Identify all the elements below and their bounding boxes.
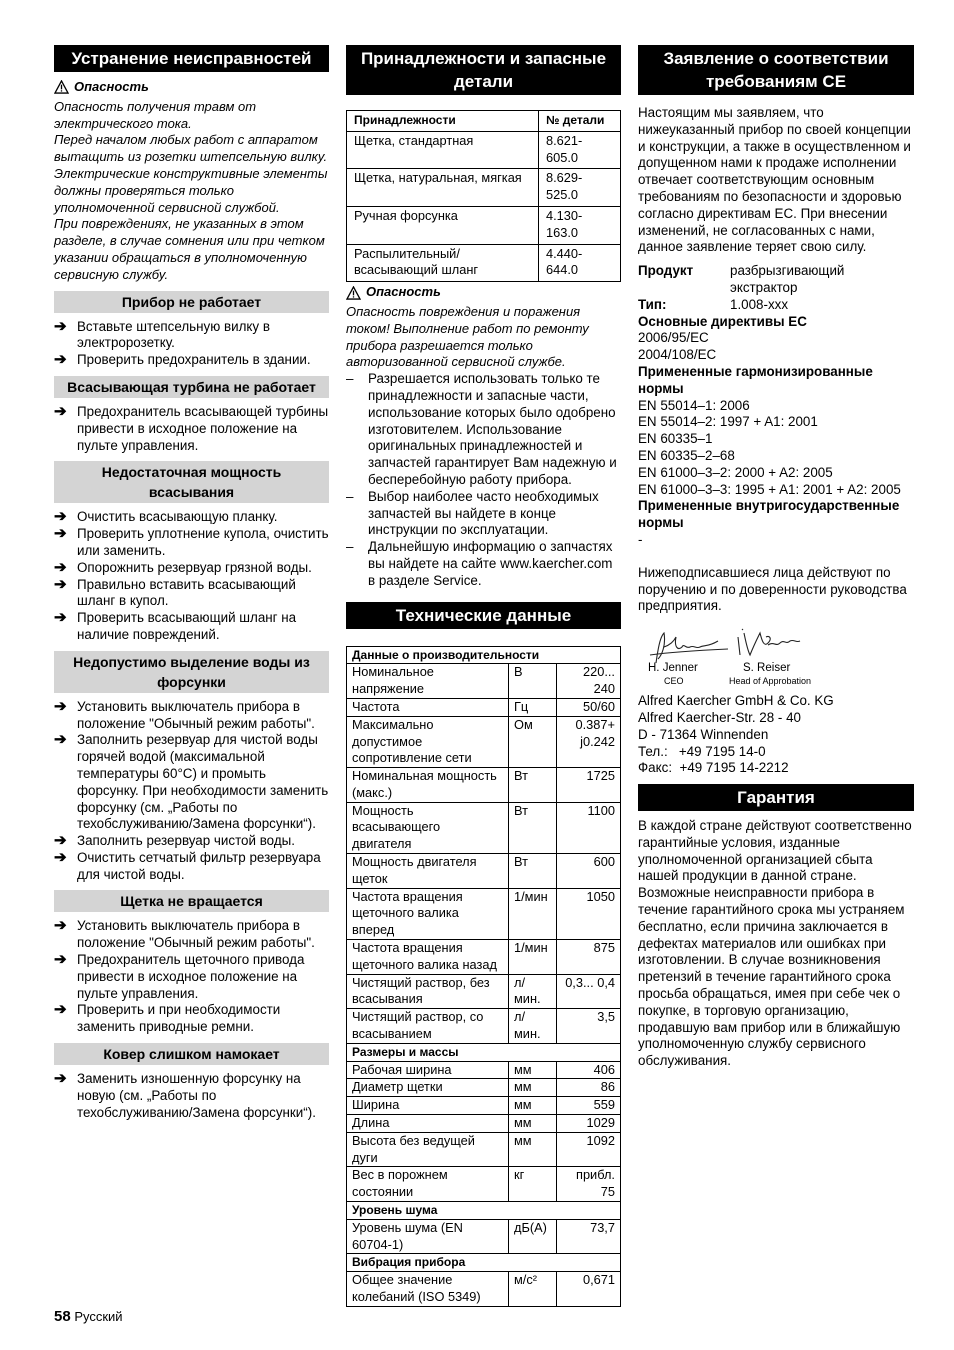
accessory-part-number: 8.621-605.0	[539, 131, 621, 169]
tech-value: 559	[557, 1097, 621, 1115]
arrow-icon: ➔	[54, 917, 67, 935]
arrow-icon: ➔	[54, 351, 67, 369]
arrow-icon: ➔	[54, 558, 67, 576]
tech-parameter: Ширина	[347, 1097, 509, 1115]
tech-value: 86	[557, 1079, 621, 1097]
ce-title: Заявление о соответствии требованиям CE	[638, 45, 914, 95]
action-text: Правильно вставить всасывающий шланг в купол.	[77, 576, 296, 609]
declaration-column	[638, 45, 914, 1070]
arrow-icon: ➔	[54, 402, 67, 420]
address-line: Факс: +49 7195 14-2212	[638, 760, 789, 776]
troubleshooting-subheading: Щетка не вращается	[54, 890, 329, 912]
product-label: Продукт	[638, 263, 694, 279]
action-item	[54, 850, 329, 884]
signatures	[638, 627, 914, 689]
address-line: Alfred Kaercher GmbH & Co. KG	[638, 693, 834, 709]
page-footer	[54, 1309, 123, 1326]
arrow-icon: ➔	[54, 832, 67, 850]
national-label: Примененные внутригосударственные нормы	[638, 498, 900, 531]
tech-value: 1725	[557, 768, 621, 803]
accessory-name: Щетка, стандартная	[347, 131, 539, 169]
action-text: Установить выключатель прибора в положение "Обычный режим работы".	[77, 698, 315, 731]
action-text: Предохранитель всасывающей турбины привести в исходное положение на пульте управления.	[77, 403, 329, 453]
tech-parameter: Мощность двигателя щеток	[347, 854, 509, 889]
type-row	[638, 297, 914, 314]
tech-unit: Ом	[509, 716, 557, 767]
type-value: 1.008-xxx	[730, 296, 789, 312]
tech-value: 0,3... 0,4	[557, 974, 621, 1009]
note-item	[346, 539, 621, 589]
tech-value: 1092	[557, 1132, 621, 1167]
table-row	[347, 1097, 621, 1115]
national-value: -	[638, 531, 643, 547]
action-item	[54, 577, 329, 611]
action-item	[54, 732, 329, 833]
tech-value: 1050	[557, 888, 621, 939]
product-value: разбрызгивающий экстрактор	[730, 263, 845, 295]
action-text: Вставьте штепсельную вилку в электророзетку.	[77, 318, 270, 351]
troubleshooting-subheading: Недопустимо выделение воды из форсунки	[54, 651, 329, 693]
signer2-role: Head of Approbation	[729, 676, 812, 687]
arrow-icon: ➔	[54, 609, 67, 627]
action-item	[54, 526, 329, 560]
signer2-name: S. Reiser	[743, 662, 791, 675]
tech-parameter: Уровень шума (EN 60704-1)	[347, 1219, 509, 1254]
accessories-column	[346, 45, 621, 1307]
arrow-icon: ➔	[54, 317, 67, 335]
signature-jenner-image	[644, 627, 730, 667]
tech-section-row	[347, 1202, 621, 1220]
dash-bullet: –	[346, 371, 354, 387]
tech-value: 0,671	[557, 1272, 621, 1307]
tech-parameter: Номинальное напряжение	[347, 664, 509, 699]
tech-value: 3,5	[557, 1009, 621, 1044]
accessory-name: Щетка, натуральная, мягкая	[347, 169, 539, 207]
tech-value: 220... 240	[557, 664, 621, 699]
action-item	[54, 833, 329, 850]
danger-heading	[346, 284, 621, 301]
tech-unit: кг	[509, 1167, 557, 1202]
troubleshooting-sections	[54, 291, 329, 1122]
tech-unit: мм	[509, 1079, 557, 1097]
dash-bullet: –	[346, 488, 354, 504]
tech-value: 875	[557, 940, 621, 975]
tech-unit: Вт	[509, 802, 557, 853]
warning-icon	[54, 80, 69, 94]
tech-section-title: Вибрация прибора	[347, 1254, 621, 1272]
table-row	[347, 854, 621, 889]
tech-unit: В	[509, 664, 557, 699]
note-text: Разрешается использовать только те принадлежности и запасные части, использование которых было одобрено изготовителем. Использование оригинальных принадлежностей и запчастей гарантирует Вам надежную и бесперебойную работу прибора.	[368, 371, 617, 487]
table-row	[347, 974, 621, 1009]
table-row	[347, 206, 621, 244]
action-text: Установить выключатель прибора в положение "Обычный режим работы".	[77, 918, 315, 951]
table-row	[347, 244, 621, 282]
action-list	[54, 918, 329, 1036]
troubleshooting-subheading: Недостаточная мощность всасывания	[54, 461, 329, 503]
signer1-name: H. Jenner	[648, 662, 698, 675]
action-text: Заполнить резервуар для чистой воды горячей водой (максимальной температуры 60°C) и промыть форсунку. При необходимости заменить форсунку (см. „Работы по техобслуживанию/Замена форсунки“).	[77, 732, 329, 832]
footer-language: Русский	[74, 1309, 123, 1324]
action-list	[54, 319, 329, 369]
arrow-icon: ➔	[54, 1001, 67, 1019]
action-item	[54, 918, 329, 952]
table-header-row	[347, 111, 621, 132]
norm-item: EN 61000–3–2: 2000 + A2: 2005	[638, 464, 833, 480]
tech-parameter: Максимально допустимое сопротивление сети	[347, 716, 509, 767]
troubleshooting-column	[54, 45, 329, 1121]
table-row	[347, 716, 621, 767]
tech-value: 50/60	[557, 698, 621, 716]
danger-heading	[54, 79, 329, 96]
action-text: Опорожнить резервуар грязной воды.	[77, 559, 312, 575]
tech-parameter: Длина	[347, 1115, 509, 1133]
danger-line: Электрические конструктивные элементы должны проверяться только уполномоченной сервисной службой.	[54, 165, 328, 215]
accessory-name: Ручная форсунка	[347, 206, 539, 244]
directives-label: Основные директивы ЕС	[638, 313, 807, 329]
accessories-table	[346, 110, 621, 282]
note-item	[346, 489, 621, 539]
table-header: № детали	[539, 111, 621, 132]
danger-line: Перед началом любых работ с аппаратом вытащить из розетки штепсельную вилку.	[54, 132, 328, 165]
accessories-notes	[346, 371, 621, 589]
tech-parameter: Номинальная мощность (макс.)	[347, 768, 509, 803]
tech-section-row	[347, 1043, 621, 1061]
action-item	[54, 509, 329, 526]
troubleshooting-title: Устранение неисправностей	[54, 45, 329, 72]
action-text: Очистить всасывающую планку.	[77, 509, 278, 525]
action-text: Проверить всасывающий шланг на наличие повреждений.	[77, 610, 297, 642]
table-header: Принадлежности	[347, 111, 539, 132]
accessory-part-number: 8.629-525.0	[539, 169, 621, 207]
tech-unit: мм	[509, 1132, 557, 1167]
dash-bullet: –	[346, 539, 354, 555]
note-text: Дальнейшую информацию о запчастях вы найдете на сайте www.kaercher.com в разделе Service.	[368, 539, 613, 588]
action-item	[54, 560, 329, 577]
tech-unit: Вт	[509, 768, 557, 803]
tech-parameter: Чистящий раствор, со всасыванием	[347, 1009, 509, 1044]
signers-text: Нижеподписавшиеся лица действуют по поручению и по доверенности руководства предприятия.	[638, 564, 907, 614]
tech-value: 1100	[557, 802, 621, 853]
tech-parameter: Частота вращения щеточного валика назад	[347, 940, 509, 975]
table-row	[347, 169, 621, 207]
action-text: Заменить изношенную форсунку на новую (см. „Работы по техобслуживанию/Замена форсунки“).	[77, 1071, 316, 1120]
action-text: Заполнить резервуар чистой воды.	[77, 833, 295, 849]
table-row	[347, 1061, 621, 1079]
table-row	[347, 1115, 621, 1133]
arrow-icon: ➔	[54, 697, 67, 715]
arrow-icon: ➔	[54, 525, 67, 543]
note-text: Выбор наиболее часто необходимых запчастей вы найдете в конце инструкции по эксплуатации.	[368, 488, 599, 538]
troubleshooting-subheading: Ковер слишком намокает	[54, 1043, 329, 1065]
arrow-icon: ➔	[54, 575, 67, 593]
tech-unit: 1/мин	[509, 940, 557, 975]
tech-value: 73,7	[557, 1219, 621, 1254]
table-row	[347, 1219, 621, 1254]
action-text: Очистить сетчатый фильтр резервуара для чистой воды.	[77, 849, 321, 882]
action-item	[54, 1002, 329, 1036]
norm-item: EN 60335–1	[638, 431, 713, 447]
norm-item: EN 60335–2–68	[638, 447, 735, 463]
tech-value: 0.387+ j0.242	[557, 716, 621, 767]
tech-section-title: Данные о производительности	[347, 646, 621, 664]
danger-line: Опасность получения травм от электрического тока.	[54, 98, 257, 131]
tech-data-title: Технические данные	[346, 602, 621, 629]
table-row	[347, 1272, 621, 1307]
action-item	[54, 319, 329, 353]
harmonized-label: Примененные гармонизированные нормы	[638, 363, 873, 396]
arrow-icon: ➔	[54, 508, 67, 526]
table-row	[347, 1132, 621, 1167]
tech-parameter: Мощность всасывающего двигателя	[347, 802, 509, 853]
tech-parameter: Рабочая ширина	[347, 1061, 509, 1079]
tech-parameter: Вес в порожнем состоянии	[347, 1167, 509, 1202]
arrow-icon: ➔	[54, 731, 67, 749]
tech-section-title: Размеры и массы	[347, 1043, 621, 1061]
danger-label: Опасность	[74, 79, 149, 94]
action-list	[54, 1071, 329, 1121]
tech-section-row	[347, 646, 621, 664]
table-row	[347, 768, 621, 803]
table-row	[347, 888, 621, 939]
norm-item: EN 55014–1: 2006	[638, 397, 750, 413]
tech-unit: л/ мин.	[509, 1009, 557, 1044]
tech-section-title: Уровень шума	[347, 1202, 621, 1220]
tech-value: 600	[557, 854, 621, 889]
note-item	[346, 371, 621, 489]
action-text: Предохранитель щеточного привода привести в исходное положение на пульте управления.	[77, 952, 305, 1001]
table-row	[347, 1009, 621, 1044]
tech-parameter: Частота	[347, 698, 509, 716]
arrow-icon: ➔	[54, 1070, 67, 1088]
danger-line: При повреждениях, не указанных в этом разделе, в случае сомнения или при четком указании обращаться в уполномоченную сервисную службу.	[54, 216, 325, 282]
tech-unit: дБ(А)	[509, 1219, 557, 1254]
table-row	[347, 131, 621, 169]
danger-label: Опасность	[366, 284, 441, 300]
arrow-icon: ➔	[54, 951, 67, 969]
tech-unit: Вт	[509, 854, 557, 889]
action-text: Проверить и при необходимости заменить приводные ремни.	[77, 1002, 281, 1035]
accessory-part-number: 4.440-644.0	[539, 244, 621, 282]
product-row	[638, 263, 914, 297]
table-row	[347, 802, 621, 853]
tech-parameter: Общее значение колебаний (ISO 5349)	[347, 1272, 509, 1307]
signer1-role: CEO	[664, 676, 684, 687]
action-item	[54, 610, 329, 644]
action-text: Проверить уплотнение купола, очистить или заменить.	[77, 526, 329, 558]
ce-intro: Настоящим мы заявляем, что нижеуказанный прибор по своей концепции и конструкции, а также в осуществленном и допущенном нами к продаже исполнении отвечает соответствующим основным требованиям по безопасности и здоровью согласно директивам ЕС. При внесении изменений, не согласованных с нами, данное заявление теряет свою силу.	[638, 105, 911, 255]
accessory-part-number: 4.130-163.0	[539, 206, 621, 244]
table-row	[347, 698, 621, 716]
tech-unit: мм	[509, 1115, 557, 1133]
accessories-title: Принадлежности и запасные детали	[346, 45, 621, 95]
arrow-icon: ➔	[54, 848, 67, 866]
tech-unit: м/с²	[509, 1272, 557, 1307]
address-line: Тел.: +49 7195 14-0	[638, 743, 766, 759]
page-number: 58	[54, 1308, 71, 1325]
address-line: Alfred Kaercher-Str. 28 - 40	[638, 709, 801, 725]
action-item	[54, 404, 329, 454]
warranty-title: Гарантия	[638, 784, 914, 811]
tech-parameter: Высота без ведущей дуги	[347, 1132, 509, 1167]
table-row	[347, 1167, 621, 1202]
danger-text: Опасность повреждения и поражения током! Выполнение работ по ремонту прибора разрешается только авторизованной сервисной службе.	[346, 303, 589, 370]
tech-unit: Гц	[509, 698, 557, 716]
address-line: D - 71364 Winnenden	[638, 726, 769, 742]
address	[638, 693, 914, 777]
danger-text	[54, 99, 329, 284]
tech-unit: мм	[509, 1097, 557, 1115]
tech-unit: мм	[509, 1061, 557, 1079]
warning-icon	[346, 286, 361, 300]
tech-unit: 1/мин	[509, 888, 557, 939]
tech-data-table	[346, 646, 621, 1307]
signature-reiser-image	[734, 627, 804, 661]
action-text: Проверить предохранитель в здании.	[77, 352, 311, 368]
action-item	[54, 1071, 329, 1121]
directive-item: 2004/108/EC	[638, 347, 717, 363]
action-list	[54, 699, 329, 884]
action-item	[54, 352, 329, 369]
tech-unit: л/ мин.	[509, 974, 557, 1009]
accessory-name: Распылительный/ всасывающий шланг	[347, 244, 539, 282]
table-row	[347, 1079, 621, 1097]
norm-item: EN 55014–2: 1997 + A1: 2001	[638, 414, 818, 430]
action-item	[54, 699, 329, 733]
tech-value: прибл. 75	[557, 1167, 621, 1202]
warranty-text: В каждой стране действуют соответственно гарантийные условия, изданные уполномоченной организацией сбыта нашей продукции в данной стране. Возможные неисправности прибора в течение гарантийного срока мы устраняем бесплатно, если причина заключается в дефектах материалов или ошибках при изготовлении. В случае возникновения претензий в течение гарантийного срока просьба обращаться, имея при себе чек о покупке, в торговую организацию, продавшую вам прибор или в ближайшую уполномоченную службу сервисного обслуживания.	[638, 818, 912, 1069]
tech-section-row	[347, 1254, 621, 1272]
tech-parameter: Частота вращения щеточного валика вперед	[347, 888, 509, 939]
action-list	[54, 509, 329, 643]
type-label: Тип:	[638, 296, 667, 312]
action-list	[54, 404, 329, 454]
action-item	[54, 952, 329, 1002]
tech-value: 1029	[557, 1115, 621, 1133]
norm-item: EN 61000–3–3: 1995 + A1: 2001 + A2: 2005	[638, 481, 901, 497]
tech-parameter: Диаметр щетки	[347, 1079, 509, 1097]
troubleshooting-subheading: Всасывающая турбина не работает	[54, 376, 329, 398]
directive-item: 2006/95/ЕС	[638, 330, 709, 346]
table-row	[347, 940, 621, 975]
tech-parameter: Чистящий раствор, без всасывания	[347, 974, 509, 1009]
table-row	[347, 664, 621, 699]
troubleshooting-subheading: Прибор не работает	[54, 291, 329, 313]
tech-value: 406	[557, 1061, 621, 1079]
